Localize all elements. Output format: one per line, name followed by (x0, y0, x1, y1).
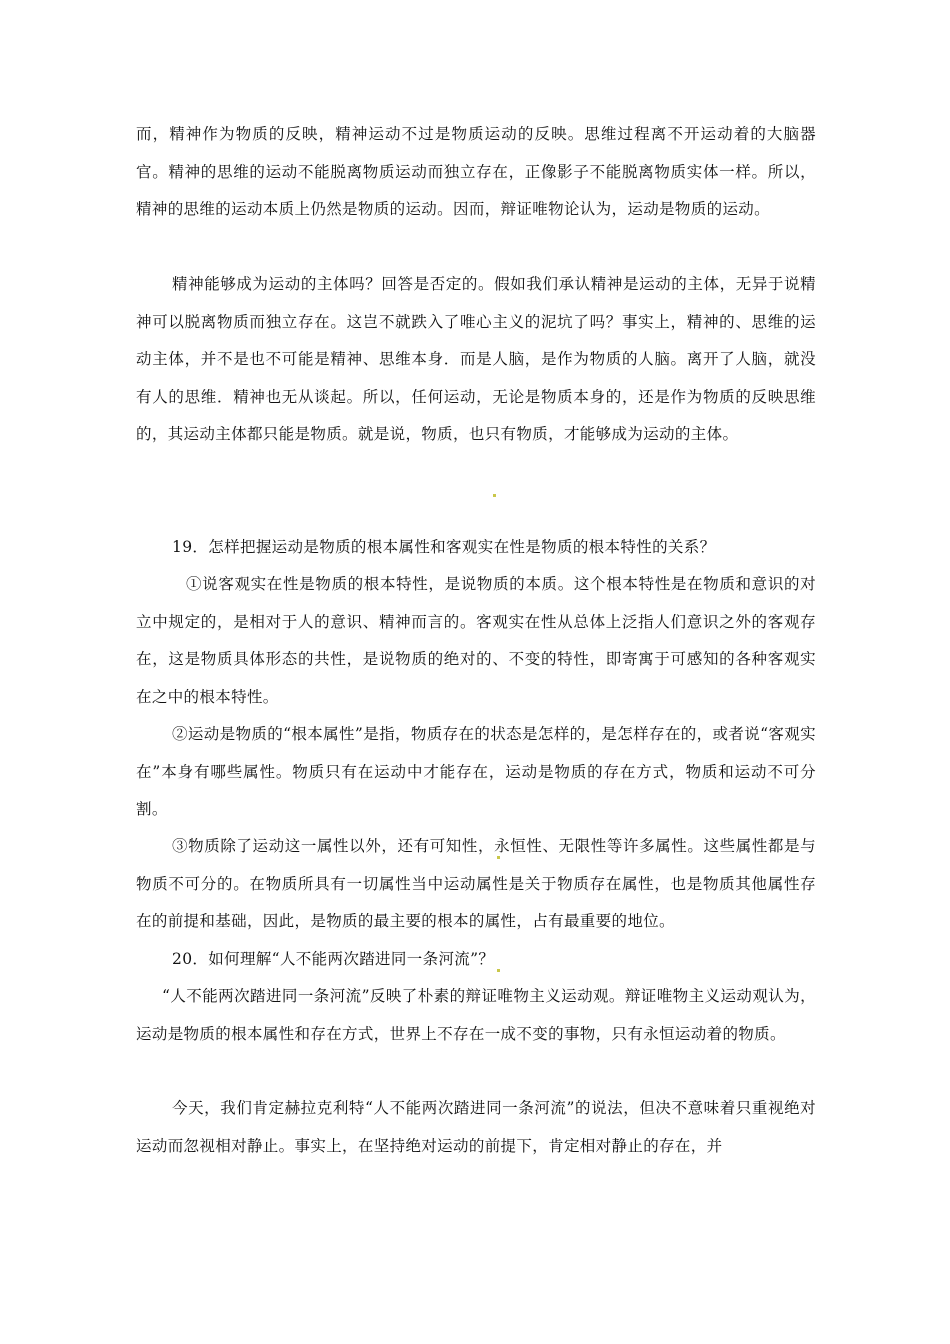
paragraph-2: 精神能够成为运动的主体吗？回答是否定的。假如我们承认精神是运动的主体，无异于说精神可以脱离物质而独立存在。这岂不就跌入了唯心主义的泥坑了吗？事实上，精神的、思维的运动主体，并不是也不可能是精神、思维本身．而是人脑，是作为物质的人脑。离开了人脑，就没有人的思维．精神也无从谈起。所以，任何运动，无论是物质本身的，还是作为物质的反映思维的，其运动主体都只能是物质。就是说，物质，也只有物质，才能够成为运动的主体。 (136, 275, 816, 443)
answer-19-point-1: ①说客观实在性是物质的根本特性，是说物质的本质。这个根本特性是在物质和意识的对立中规定的，是相对于人的意识、精神而言的。客观实在性从总体上泛指人们意识之外的客观存在，这是物质具体形态的共性，是说物质的绝对的、不变的特性，即寄寓于可感知的各种客观实在之中的根本特性。 (136, 575, 816, 706)
answer-19-point-2: ②运动是物质的“根本属性”是指，物质存在的状态是怎样的，是怎样存在的，或者说“客观实在”本身有哪些属性。物质只有在运动中才能存在，运动是物质的存在方式，物质和运动不可分割。 (136, 725, 816, 818)
question-19: 19．怎样把握运动是物质的根本属性和客观实在性是物质的根本特性的关系？ (172, 538, 716, 556)
scan-speck (497, 969, 500, 972)
answer-19-point-3: ③物质除了运动这一属性以外，还有可知性，永恒性、无限性等许多属性。这些属性都是与物质不可分的。在物质所具有一切属性当中运动属性是关于物质存在属性，也是物质其他属性存在的前提和基础，因此，是物质的最主要的根本的属性，占有最重要的地位。 (136, 837, 816, 930)
scan-speck (493, 494, 496, 497)
scan-speck (497, 856, 500, 859)
answer-20-paragraph-2: 今天，我们肯定赫拉克利特“人不能两次踏进同一条河流”的说法，但决不意味着只重视绝对运动而忽视相对静止。事实上，在坚持绝对运动的前提下，肯定相对静止的存在，并 (136, 1099, 816, 1155)
question-20: 20．如何理解“人不能两次踏进同一条河流”？ (172, 950, 495, 968)
paragraph-1: 而，精神作为物质的反映，精神运动不过是物质运动的反映。思维过程离不开运动着的大脑器官。精神的思维的运动不能脱离物质运动而独立存在，正像影子不能脱离物质实体一样。所以，精神的思维的运动本质上仍然是物质的运动。因而，辩证唯物论认为，运动是物质的运动。 (136, 125, 816, 218)
answer-20-paragraph-1: “人不能两次踏进同一条河流”反映了朴素的辩证唯物主义运动观。辩证唯物主义运动观认为，运动是物质的根本属性和存在方式，世界上不存在一成不变的事物，只有永恒运动着的物质。 (136, 987, 816, 1043)
